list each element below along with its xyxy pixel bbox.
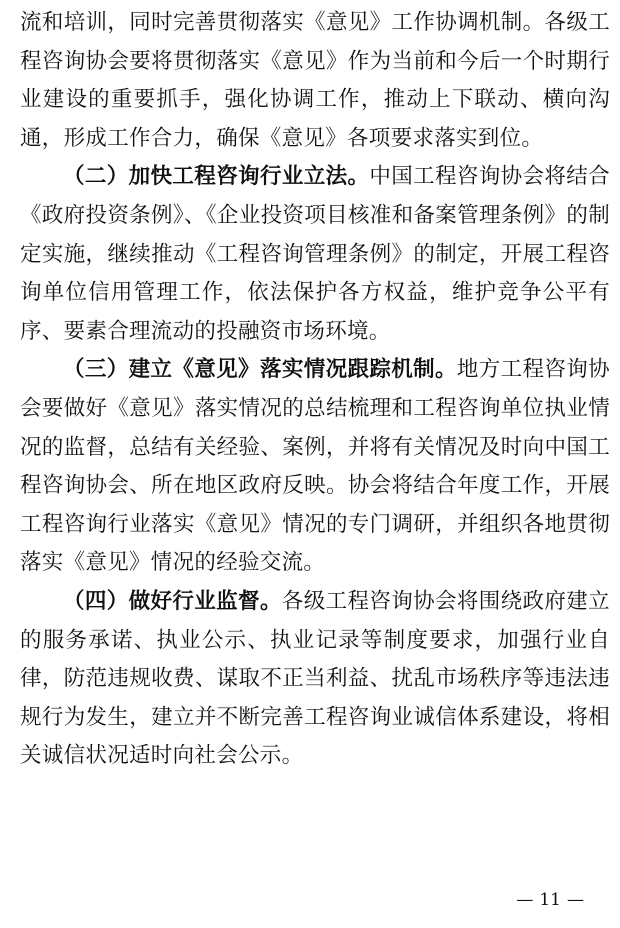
page-number (510, 888, 590, 912)
paragraph-section-2 (20, 158, 610, 351)
paragraph-text: 地方工程咨询协会要做好《意见》落实情况的总结梳理和工程咨询单位执业情况的监督，总结有关经验、案例，并将有关情况及时向中国工程咨询协会、所在地区政府反映。协会将结合年度工作，开展工程咨询行业落实《意见》情况的专门调研，并组织各地贯彻落实《意见》情况的经验交流。 (20, 357, 610, 576)
paragraph-text: 流和培训，同时完善贯彻落实《意见》工作协调机制。各级工程咨询协会要将贯彻落实《意见》作为当前和今后一个时期行业建设的重要抓手，强化协调工作，推动上下联动、横向沟通，形成工作合力，确保《意见》各项要求落实到位。 (20, 10, 610, 151)
section-heading: （二）加快工程咨询行业立法。 (63, 164, 370, 190)
section-heading: （三）建立《意见》落实情况跟踪机制。 (63, 357, 457, 383)
paragraph-section-3 (20, 351, 610, 583)
page-number-dash-left: — (516, 890, 534, 910)
page-number-dash-right: — (567, 890, 584, 910)
paragraph-text: 各级工程咨询协会将围绕政府建立的服务承诺、执业公示、执业记录等制度要求，加强行业自律，防范违规收费、谋取不正当利益、扰乱市场秩序等违法违规行为发生，建立并不断完善工程咨询业诚信体系建设，将相关诚信状况适时向社会公示。 (20, 588, 610, 769)
paragraph-section-4 (20, 583, 610, 776)
document-body (20, 4, 610, 776)
paragraph-text: 中国工程咨询协会将结合《政府投资条例》、《企业投资项目核准和备案管理条例》的制定实施，继续推动《工程咨询管理条例》的制定，开展工程咨询单位信用管理工作，依法保护各方权益，维护竞争公平有序、要素合理流动的投融资市场环境。 (20, 164, 610, 344)
page-number-value: 11 (539, 890, 561, 910)
paragraph-continuation (20, 4, 610, 158)
section-heading: （四）做好行业监督。 (63, 588, 282, 614)
